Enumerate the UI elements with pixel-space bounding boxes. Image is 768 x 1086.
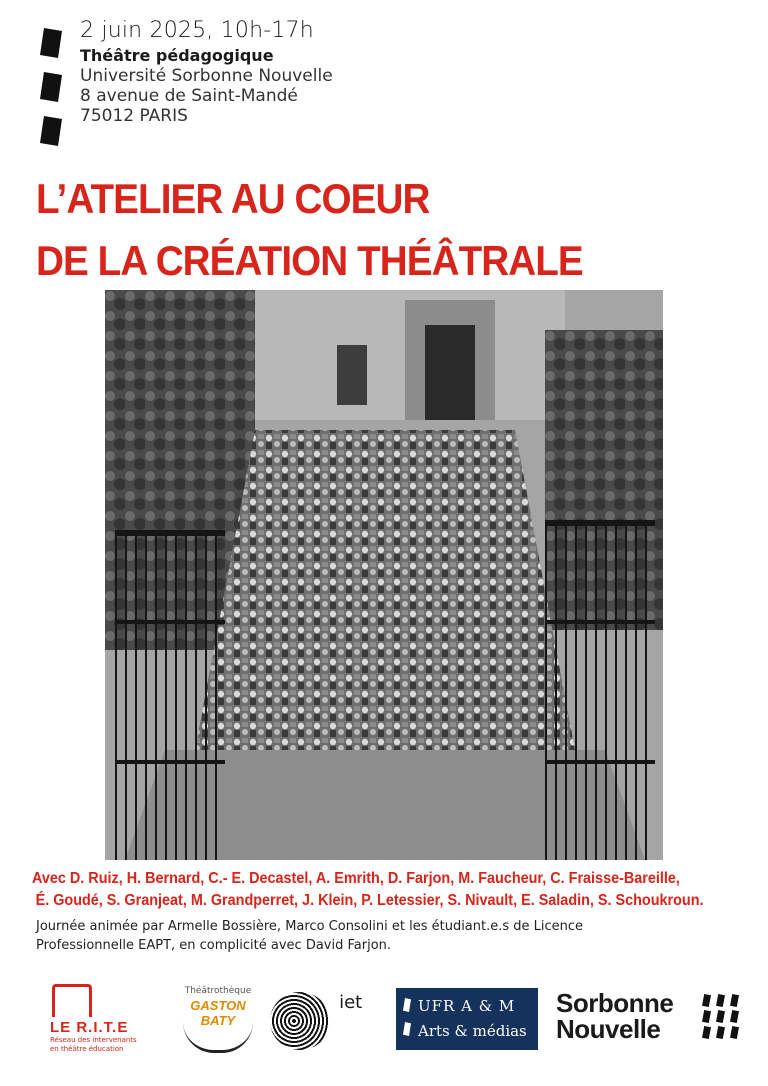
ufr-arts-medias-logo	[396, 988, 538, 1050]
address-line: 75012 PARIS	[80, 106, 188, 127]
event-venue: Théâtre pédagogique	[80, 46, 274, 66]
gb-name: GASTON BATY	[190, 998, 246, 1028]
note-line-2: Professionnelle EAPT, en complicité avec David Farjon.	[36, 938, 392, 953]
event-date: 2 juin 2025, 10h-17h	[80, 18, 314, 43]
ufr-line-2: Arts & médias	[418, 1022, 527, 1040]
gaston-baty-logo	[178, 986, 258, 1053]
rite-subtitle: Réseau des intervenants	[50, 1036, 137, 1044]
ufr-mark-icon	[403, 1022, 411, 1036]
title-line-2: DE LA CRÉATION THÉÂTRALE	[36, 237, 583, 284]
bullet-mark-icon	[40, 72, 62, 102]
title-line-1: L’ATELIER AU COEUR	[36, 175, 430, 222]
fingerprint-icon	[270, 992, 330, 1050]
credits-line-2: É. Goudé, S. Granjeat, M. Grandperret, J. Klein, P. Letessier, S. Nivault, E. Saladin, S. Schoukroun.	[35, 892, 704, 909]
rite-subtitle: en théâtre éducation	[50, 1045, 124, 1053]
address-line: 8 avenue de Saint-Mandé	[80, 85, 298, 106]
ufr-mark-icon	[403, 998, 411, 1012]
rite-mark-icon	[52, 984, 92, 1017]
credits	[32, 868, 704, 912]
sorbonne-nouvelle-logo	[556, 990, 756, 1042]
gb-small-text: Théâtrothèque	[184, 986, 252, 996]
organizers-note	[36, 917, 736, 955]
ufr-line-1: UFR A & M	[418, 997, 516, 1015]
sorbonne-line-1: Sorbonne	[556, 988, 674, 1018]
rite-name: LE R.I.T.E	[50, 1019, 129, 1036]
sorbonne-line-2: Nouvelle	[556, 1014, 661, 1044]
bullet-mark-icon	[40, 116, 62, 146]
bullet-mark-icon	[40, 28, 62, 58]
iet-logo	[270, 992, 370, 1050]
address-line: Université Sorbonne Nouvelle	[80, 65, 333, 86]
poster-title	[36, 168, 680, 292]
credits-line-1: Avec D. Ruiz, H. Bernard, C.- E. Decastel, A. Emrith, D. Farjon, M. Faucheur, C. Fraisse-Bareille,	[32, 870, 680, 887]
rite-logo	[50, 984, 168, 1054]
event-info	[80, 18, 333, 127]
partner-logos	[0, 982, 768, 1062]
iet-name: iet	[339, 992, 363, 1013]
group-photo	[105, 290, 663, 860]
note-line-1: Journée animée par Armelle Bossière, Marco Consolini et les étudiant.e.s de Licence	[36, 919, 584, 934]
